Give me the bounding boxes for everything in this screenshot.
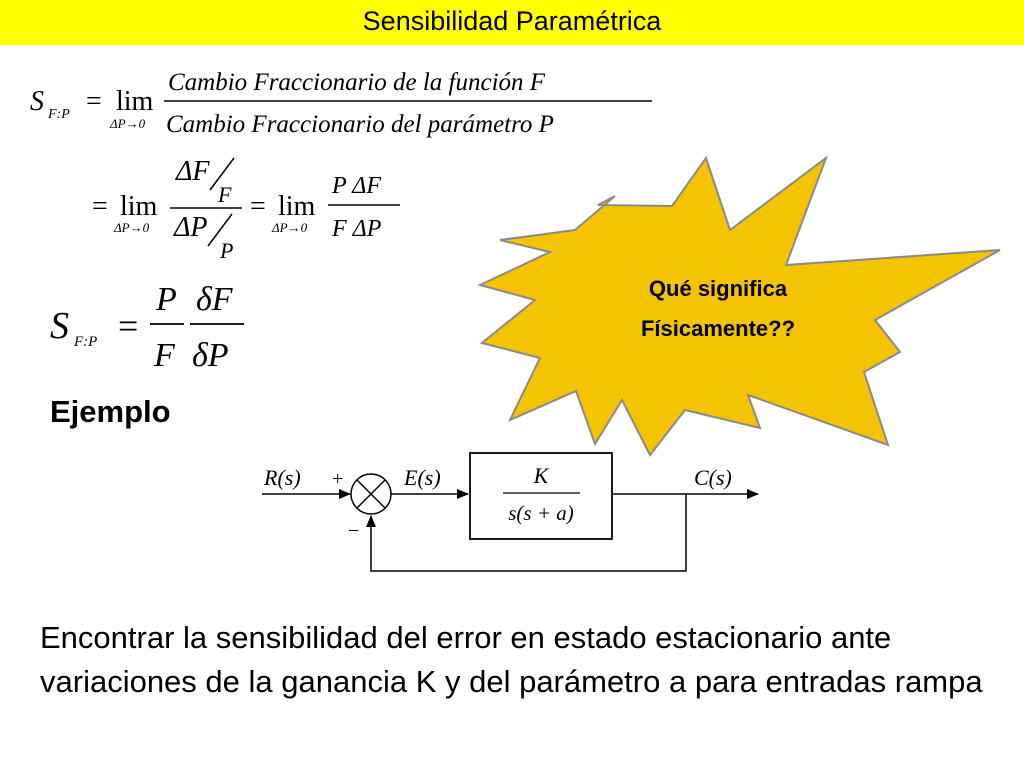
delta-p-partial: δP [192,337,229,374]
delta-p-bottom: ΔP [174,212,208,243]
lhs-s: S [30,86,44,117]
lhs-subscript-2: F:P [74,334,98,350]
f-bottom: F [154,337,175,374]
plant-numerator: K [533,463,549,488]
delta-f-top: ΔF [176,156,210,187]
f-delta-p: F ΔP [332,216,382,242]
lim-2: lim [120,191,158,222]
lim-sub-1: ΔP→0 [110,116,146,131]
lhs-subscript: F:P [48,107,70,122]
callout-line-1: Qué significa [648,276,788,301]
lim-sub-2: ΔP→0 [114,220,150,235]
equals-3: = [250,191,266,222]
numerator-text: Cambio Fraccionario de la función F [168,69,546,96]
plus-sign: + [332,468,344,490]
denominator-text: Cambio Fraccionario del parámetro P [166,111,554,138]
delta-f-partial: δF [196,281,233,318]
f-under-slash: F [218,182,232,207]
slide-title: Sensibilidad Paramétrica [362,6,662,36]
minus-sign: − [348,520,360,542]
lim-sub-3: ΔP→0 [272,220,308,235]
lim-3: lim [278,191,316,222]
p-under-slash: P [220,238,234,263]
equals-2: = [92,191,108,222]
error-label: E(s) [404,465,441,490]
equals-1: = [86,86,102,117]
lim-1: lim [116,86,154,117]
example-heading: Ejemplo [50,394,171,429]
output-label: C(s) [694,465,732,490]
equals-4: = [118,306,139,346]
task-text: Encontrar la sensibilidad del error en estado estacionario ante variaciones de la ganancia K y del parámetro a para entradas rampa [40,620,983,699]
p-delta-f: P ΔF [332,173,381,199]
lhs-s-2: S [50,305,69,347]
p-top: P [156,281,177,318]
plant-denominator: s(s + a) [508,501,574,525]
input-label: R(s) [264,465,301,490]
callout-line-2: Físicamente?? [640,316,796,341]
